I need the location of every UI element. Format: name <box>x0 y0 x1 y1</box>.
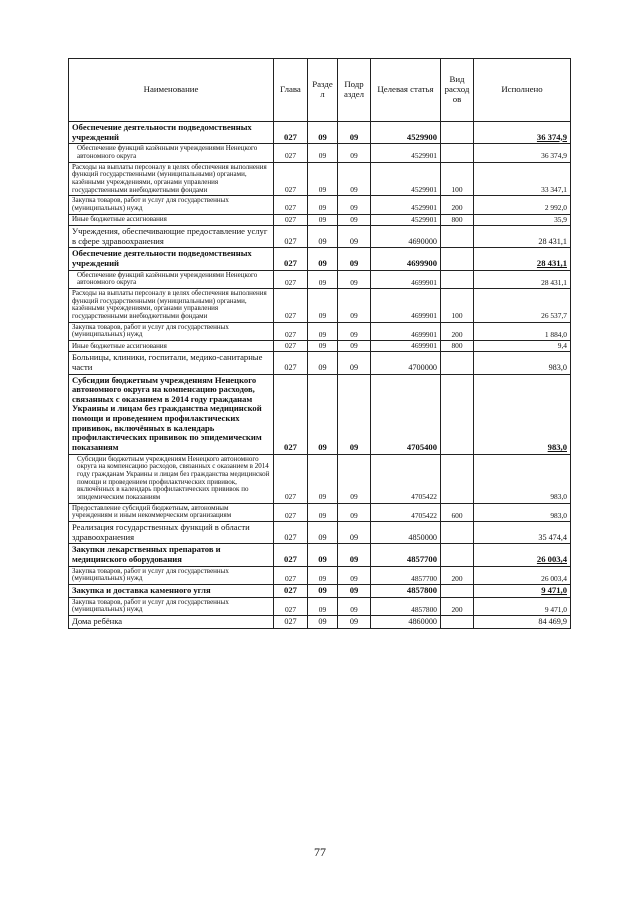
row-target: 4860000 <box>371 615 441 628</box>
row-executed: 28 431,1 <box>474 248 571 270</box>
row-section: 09 <box>308 196 338 214</box>
row-name: Субсидии бюджетным учреждениям Ненецкого автономного округа на компенсацию расходов, связанных с оказанием в 2014 году гражданам Украины и лицам без гражданства медицинской помощи и проведением профилактических прививок, включённых в календарь профилактических прививок по эпидемическим показаниям <box>69 374 274 454</box>
row-subsection: 09 <box>338 226 371 248</box>
row-executed: 983,0 <box>474 503 571 521</box>
row-subsection: 09 <box>338 544 371 566</box>
row-subsection: 09 <box>338 503 371 521</box>
row-name: Закупка товаров, работ и услуг для государственных (муниципальных) нужд <box>69 597 274 615</box>
row-executed: 983,0 <box>474 374 571 454</box>
row-chapter: 027 <box>274 503 308 521</box>
row-subsection: 09 <box>338 615 371 628</box>
row-chapter: 027 <box>274 122 308 144</box>
table-row <box>69 352 571 374</box>
row-target: 4529901 <box>371 214 441 225</box>
row-chapter: 027 <box>274 226 308 248</box>
row-chapter: 027 <box>274 162 308 196</box>
row-name: Расходы на выплаты персоналу в целях обеспечения выполнения функций государственными (муниципальными) органами, казёнными учреждениями, органами управления государственными внебюджетными фондами <box>69 288 274 322</box>
row-section: 09 <box>308 341 338 352</box>
table-row <box>69 341 571 352</box>
row-chapter: 027 <box>274 270 308 288</box>
table-row <box>69 196 571 214</box>
row-target: 4699901 <box>371 288 441 322</box>
row-executed: 1 884,0 <box>474 322 571 340</box>
table-row <box>69 584 571 597</box>
row-chapter: 027 <box>274 597 308 615</box>
row-exp-type <box>441 352 474 374</box>
row-exp-type <box>441 522 474 544</box>
row-exp-type <box>441 454 474 503</box>
row-chapter: 027 <box>274 196 308 214</box>
row-chapter: 027 <box>274 544 308 566</box>
table-row <box>69 226 571 248</box>
row-section: 09 <box>308 615 338 628</box>
row-subsection: 09 <box>338 454 371 503</box>
row-chapter: 027 <box>274 352 308 374</box>
row-subsection: 09 <box>338 196 371 214</box>
row-target: 4850000 <box>371 522 441 544</box>
header-executed: Исполнено <box>474 59 571 122</box>
row-target: 4529900 <box>371 122 441 144</box>
row-section: 09 <box>308 503 338 521</box>
row-section: 09 <box>308 374 338 454</box>
row-subsection: 09 <box>338 270 371 288</box>
row-executed: 84 469,9 <box>474 615 571 628</box>
row-name: Учреждения, обеспечивающие предоставление услуг в сфере здравоохранения <box>69 226 274 248</box>
header-section: Разде л <box>308 59 338 122</box>
row-executed: 9 471,0 <box>474 597 571 615</box>
row-exp-type <box>441 615 474 628</box>
table-header <box>69 59 571 122</box>
row-section: 09 <box>308 352 338 374</box>
row-section: 09 <box>308 597 338 615</box>
row-name: Субсидии бюджетным учреждениям Ненецкого автономного округа на компенсацию расходов, связанных с оказанием в 2014 году гражданам Украины и лицам без гражданства медицинской помощи и проведением профилактических прививок, включённых в календарь профилактических прививок по эпидемическим показаниям <box>69 454 274 503</box>
table-row <box>69 122 571 144</box>
row-target: 4857700 <box>371 566 441 584</box>
row-name: Реализация государственных функций в области здравоохранения <box>69 522 274 544</box>
header-chapter: Глава <box>274 59 308 122</box>
row-subsection: 09 <box>338 322 371 340</box>
row-exp-type: 600 <box>441 503 474 521</box>
row-executed: 26 003,4 <box>474 544 571 566</box>
row-chapter: 027 <box>274 584 308 597</box>
row-exp-type <box>441 226 474 248</box>
row-subsection: 09 <box>338 566 371 584</box>
row-target: 4705422 <box>371 503 441 521</box>
row-executed: 983,0 <box>474 454 571 503</box>
row-section: 09 <box>308 544 338 566</box>
row-name: Закупки лекарственных препаратов и медицинского оборудования <box>69 544 274 566</box>
row-target: 4529901 <box>371 196 441 214</box>
row-section: 09 <box>308 144 338 162</box>
row-subsection: 09 <box>338 341 371 352</box>
table-row <box>69 162 571 196</box>
header-subsection: Подр аздел <box>338 59 371 122</box>
row-subsection: 09 <box>338 584 371 597</box>
row-subsection: 09 <box>338 144 371 162</box>
row-exp-type: 200 <box>441 597 474 615</box>
row-target: 4700000 <box>371 352 441 374</box>
row-executed: 36 374,9 <box>474 122 571 144</box>
row-exp-type <box>441 248 474 270</box>
row-target: 4857800 <box>371 584 441 597</box>
table-row <box>69 322 571 340</box>
row-executed: 9,4 <box>474 341 571 352</box>
row-section: 09 <box>308 248 338 270</box>
page-number: 77 <box>314 845 326 859</box>
row-target: 4690000 <box>371 226 441 248</box>
row-exp-type: 200 <box>441 566 474 584</box>
row-exp-type <box>441 544 474 566</box>
row-subsection: 09 <box>338 162 371 196</box>
row-executed: 36 374,9 <box>474 144 571 162</box>
row-name: Иные бюджетные ассигнования <box>69 341 274 352</box>
row-subsection: 09 <box>338 122 371 144</box>
row-chapter: 027 <box>274 214 308 225</box>
row-executed: 35,9 <box>474 214 571 225</box>
row-executed: 983,0 <box>474 352 571 374</box>
header-exp-type: Вид расход ов <box>441 59 474 122</box>
table-row <box>69 615 571 628</box>
row-chapter: 027 <box>274 566 308 584</box>
budget-table <box>68 58 571 629</box>
row-subsection: 09 <box>338 352 371 374</box>
row-chapter: 027 <box>274 522 308 544</box>
table-row <box>69 270 571 288</box>
row-subsection: 09 <box>338 597 371 615</box>
table-row <box>69 374 571 454</box>
row-name: Расходы на выплаты персоналу в целях обеспечения выполнения функций государственными (муниципальными) органами, казёнными учреждениями, органами управления государственными внебюджетными фондами <box>69 162 274 196</box>
row-subsection: 09 <box>338 522 371 544</box>
table-row <box>69 214 571 225</box>
row-target: 4705422 <box>371 454 441 503</box>
table-row <box>69 144 571 162</box>
row-section: 09 <box>308 454 338 503</box>
row-target: 4699901 <box>371 322 441 340</box>
row-name: Обеспечение деятельности подведомственных учреждений <box>69 122 274 144</box>
row-chapter: 027 <box>274 454 308 503</box>
row-target: 4699901 <box>371 270 441 288</box>
row-name: Предоставление субсидий бюджетным, автономным учреждениям и иным некоммерческим организациям <box>69 503 274 521</box>
row-exp-type <box>441 584 474 597</box>
row-target: 4529901 <box>371 162 441 196</box>
row-executed: 9 471,0 <box>474 584 571 597</box>
row-name: Иные бюджетные ассигнования <box>69 214 274 225</box>
row-section: 09 <box>308 584 338 597</box>
table-row <box>69 566 571 584</box>
row-target: 4857800 <box>371 597 441 615</box>
row-chapter: 027 <box>274 341 308 352</box>
row-exp-type <box>441 144 474 162</box>
row-chapter: 027 <box>274 288 308 322</box>
row-section: 09 <box>308 122 338 144</box>
row-target: 4699901 <box>371 341 441 352</box>
row-exp-type: 100 <box>441 162 474 196</box>
row-subsection: 09 <box>338 214 371 225</box>
row-executed: 35 474,4 <box>474 522 571 544</box>
row-name: Закупка и доставка каменного угля <box>69 584 274 597</box>
table-row <box>69 503 571 521</box>
row-subsection: 09 <box>338 248 371 270</box>
row-executed: 2 992,0 <box>474 196 571 214</box>
row-section: 09 <box>308 226 338 248</box>
row-section: 09 <box>308 322 338 340</box>
table-row <box>69 288 571 322</box>
row-chapter: 027 <box>274 144 308 162</box>
row-executed: 33 347,1 <box>474 162 571 196</box>
table-row <box>69 248 571 270</box>
row-subsection: 09 <box>338 374 371 454</box>
row-chapter: 027 <box>274 322 308 340</box>
row-executed: 26 537,7 <box>474 288 571 322</box>
row-name: Закупка товаров, работ и услуг для государственных (муниципальных) нужд <box>69 322 274 340</box>
row-executed: 28 431,1 <box>474 226 571 248</box>
row-name: Обеспечение функций казёнными учреждениями Ненецкого автономного округа <box>69 270 274 288</box>
table-row <box>69 544 571 566</box>
row-target: 4705400 <box>371 374 441 454</box>
row-target: 4529901 <box>371 144 441 162</box>
row-exp-type: 800 <box>441 214 474 225</box>
row-chapter: 027 <box>274 248 308 270</box>
row-target: 4857700 <box>371 544 441 566</box>
row-section: 09 <box>308 522 338 544</box>
row-subsection: 09 <box>338 288 371 322</box>
row-chapter: 027 <box>274 374 308 454</box>
row-chapter: 027 <box>274 615 308 628</box>
row-name: Закупка товаров, работ и услуг для государственных (муниципальных) нужд <box>69 196 274 214</box>
row-name: Закупка товаров, работ и услуг для государственных (муниципальных) нужд <box>69 566 274 584</box>
header-name: Наименование <box>69 59 274 122</box>
header-target: Целевая статья <box>371 59 441 122</box>
row-section: 09 <box>308 270 338 288</box>
row-exp-type: 200 <box>441 322 474 340</box>
row-executed: 26 003,4 <box>474 566 571 584</box>
row-exp-type: 800 <box>441 341 474 352</box>
row-exp-type: 100 <box>441 288 474 322</box>
table-row <box>69 454 571 503</box>
row-section: 09 <box>308 288 338 322</box>
row-exp-type: 200 <box>441 196 474 214</box>
row-section: 09 <box>308 162 338 196</box>
row-exp-type <box>441 122 474 144</box>
row-exp-type <box>441 374 474 454</box>
row-name: Больницы, клиники, госпитали, медико-санитарные части <box>69 352 274 374</box>
row-name: Обеспечение функций казёнными учреждениями Ненецкого автономного округа <box>69 144 274 162</box>
row-target: 4699900 <box>371 248 441 270</box>
row-name: Обеспечение деятельности подведомственных учреждений <box>69 248 274 270</box>
row-section: 09 <box>308 566 338 584</box>
row-executed: 28 431,1 <box>474 270 571 288</box>
table-row <box>69 597 571 615</box>
row-exp-type <box>441 270 474 288</box>
row-section: 09 <box>308 214 338 225</box>
row-name: Дома ребёнка <box>69 615 274 628</box>
table-body <box>69 122 571 629</box>
table-row <box>69 522 571 544</box>
